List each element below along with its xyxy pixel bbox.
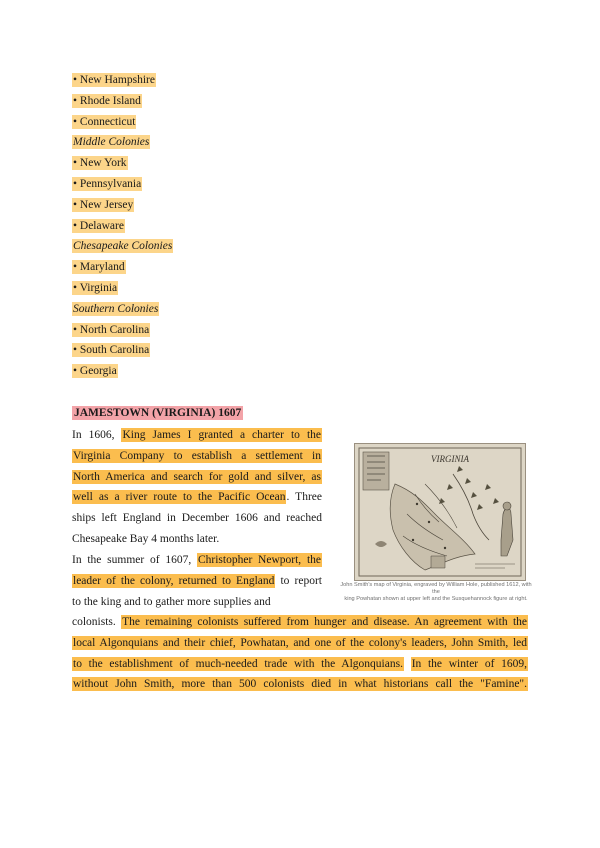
- colony-list-item: [72, 112, 173, 133]
- highlighted-text: without John Smith, more than 500 colonists died in what historians call the "Famine".: [73, 678, 527, 691]
- caption-line-2: king Powhatan shown at upper left and the Susquehannock figure at right.: [344, 596, 528, 602]
- colony-list-item: [72, 340, 173, 361]
- body-text: to report: [275, 574, 322, 587]
- colony-name: • Georgia: [73, 365, 117, 378]
- highlighted-text: North America and search for gold and silver, as: [73, 470, 321, 483]
- colony-list-item: [72, 320, 173, 341]
- colony-group-heading: [72, 132, 173, 153]
- map-illustration: [355, 444, 525, 580]
- colony-name: • Maryland: [73, 261, 125, 274]
- map-cartouche: [363, 452, 389, 490]
- highlighted-text: to the establishment of much-needed trade with the Algonquians.: [73, 657, 403, 670]
- text-line: [72, 571, 322, 592]
- colony-list-item: [72, 195, 173, 216]
- highlighted-text: In the winter of 1609,: [411, 657, 528, 670]
- colony-name: • Delaware: [73, 219, 124, 232]
- paragraph-charter: [72, 425, 322, 550]
- colony-list-item: [72, 257, 173, 278]
- colony-name: • New York: [73, 157, 127, 170]
- colony-name: • New Jersey: [73, 198, 134, 211]
- colony-name: • Rhode Island: [73, 94, 141, 107]
- text-line: [72, 508, 322, 529]
- colony-name: • South Carolina: [73, 344, 150, 357]
- body-text: In 1606,: [72, 429, 122, 441]
- body-text: In the summer of 1607,: [72, 554, 197, 566]
- text-line: [72, 425, 322, 446]
- body-text: to the king and to gather more supplies and: [72, 595, 271, 608]
- colony-list-item: [72, 216, 173, 237]
- highlighted-text: King James I granted a charter to the: [122, 429, 321, 441]
- body-text: Chesapeake Bay 4 months later.: [72, 532, 220, 545]
- colony-group-label: Middle Colonies: [73, 136, 150, 149]
- colony-group-heading: [72, 236, 173, 257]
- text-line: [72, 633, 528, 654]
- body-text: ships left England in December 1606 and reached: [72, 512, 322, 525]
- highlighted-text: local Algonquians and their chief, Powhatan, and one of the colony's leaders, John Smith, led: [73, 636, 527, 649]
- colony-name: • Virginia: [73, 281, 118, 294]
- paragraph-famine: [72, 612, 528, 695]
- colony-group-label: Chesapeake Colonies: [73, 240, 173, 253]
- section-heading-text: JAMESTOWN (VIRGINIA) 1607: [74, 407, 242, 419]
- highlighted-text: well as a river route to the Pacific Ocean: [73, 491, 286, 504]
- colony-list-item: [72, 174, 173, 195]
- colony-name: • Pennsylvania: [73, 177, 142, 190]
- colony-name: • New Hampshire: [73, 74, 155, 86]
- map-title: VIRGINIA: [431, 454, 469, 464]
- text-line: [72, 674, 528, 695]
- highlighted-text: leader of the colony, returned to England: [73, 574, 275, 587]
- colonies-list: [72, 70, 173, 382]
- map-caption: [336, 582, 536, 603]
- text-line: [72, 487, 322, 508]
- colony-list-item: [72, 153, 173, 174]
- paragraph-newport: [72, 550, 322, 612]
- text-line: [72, 550, 322, 571]
- colony-group-heading: [72, 299, 173, 320]
- text-line: [72, 612, 528, 633]
- colony-list-item: [72, 278, 173, 299]
- colony-name: • North Carolina: [73, 323, 150, 336]
- text-line: [72, 529, 322, 550]
- text-line: [72, 467, 322, 488]
- colony-list-item: [72, 91, 173, 112]
- colony-name: • Connecticut: [73, 115, 136, 128]
- colony-list-item: [72, 361, 173, 382]
- body-text: [404, 658, 411, 670]
- colony-list-item: [72, 70, 173, 91]
- highlighted-text: The remaining colonists suffered from hunger and disease. An agreement with the: [122, 616, 528, 628]
- colony-group-label: Southern Colonies: [73, 302, 159, 315]
- section-heading: [72, 405, 243, 421]
- text-line: [72, 446, 322, 467]
- highlighted-text: Virginia Company to establish a settlement in: [73, 449, 321, 462]
- caption-line-1: John Smith's map of Virginia, engraved by William Hole, published 1612, with the: [340, 582, 532, 595]
- text-line: [72, 592, 322, 613]
- text-line: [72, 654, 528, 675]
- highlighted-text: Christopher Newport, the: [197, 554, 321, 566]
- body-text: . Three: [286, 491, 322, 504]
- body-text: colonists.: [72, 616, 122, 628]
- virginia-map-image: [354, 443, 526, 581]
